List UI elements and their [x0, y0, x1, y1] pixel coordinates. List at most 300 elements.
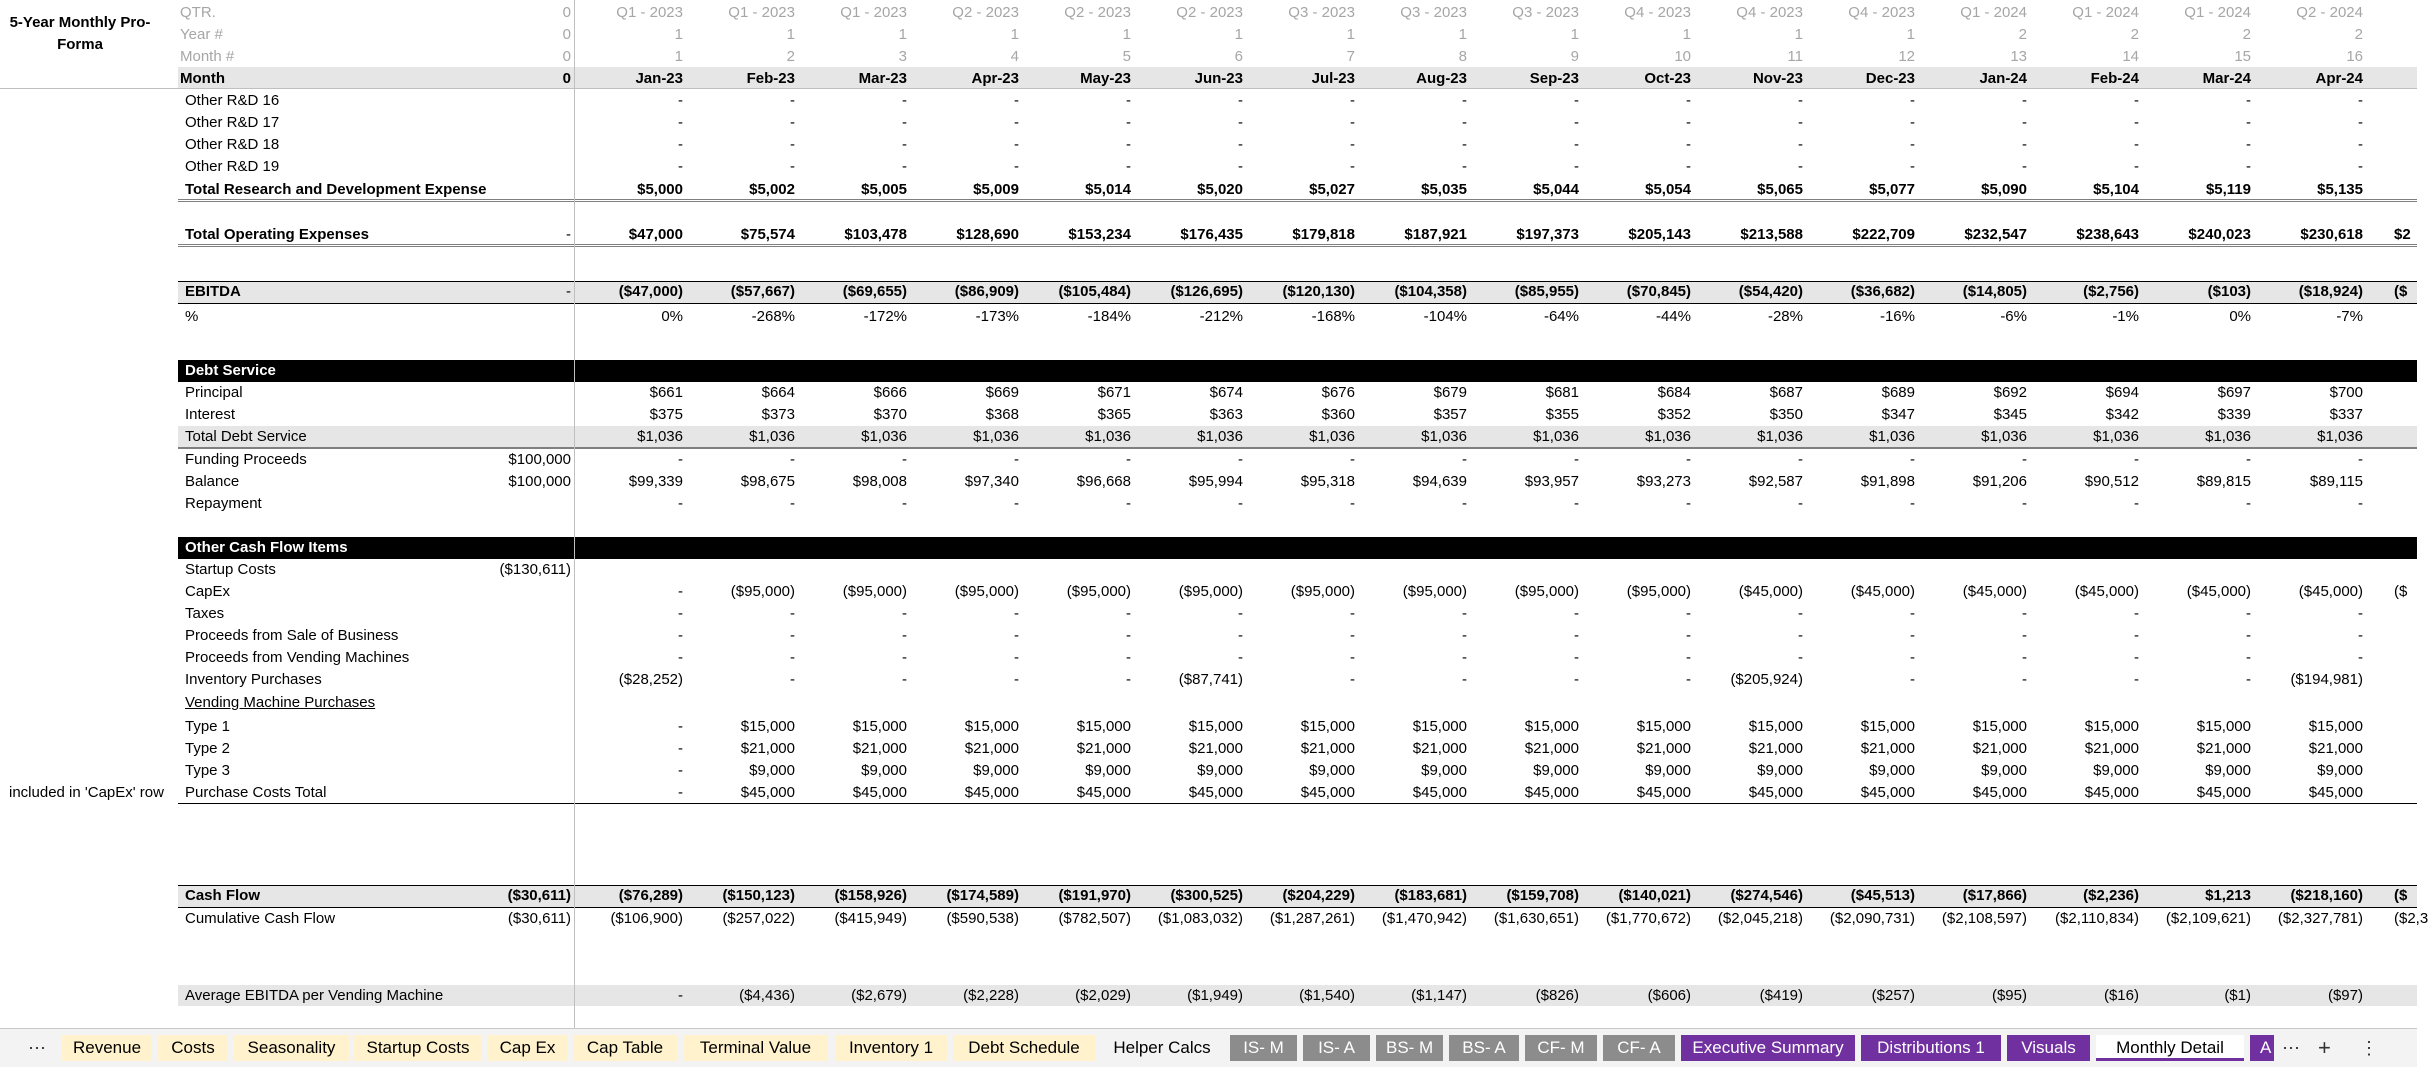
header-cell-month[interactable]: Apr-23 [971, 70, 1019, 87]
value-cell[interactable]: - [1574, 627, 1579, 644]
value-cell[interactable]: - [2246, 451, 2251, 468]
row-label[interactable]: Funding Proceeds [185, 451, 307, 468]
value-cell[interactable]: - [1686, 136, 1691, 153]
value-cell[interactable]: $363 [1209, 406, 1243, 423]
value-cell[interactable]: - [1798, 158, 1803, 175]
value-cell[interactable]: - [1686, 92, 1691, 109]
value-cell[interactable]: $21,000 [2084, 740, 2139, 757]
value-cell[interactable]: $15,000 [1412, 718, 1467, 735]
value-cell[interactable]: - [902, 158, 907, 175]
more-tabs-icon[interactable]: ⋯ [2282, 1038, 2300, 1058]
value-cell[interactable]: $5,035 [1421, 181, 1467, 198]
value-cell[interactable]: - [902, 451, 907, 468]
value-cell[interactable]: ($782,507) [1058, 910, 1131, 927]
value-cell[interactable]: ($36,682) [1850, 283, 1915, 300]
header-cell-month_num[interactable]: 6 [1234, 48, 1243, 65]
value-cell[interactable]: $45,000 [1076, 784, 1131, 801]
value-cell[interactable]: - [1574, 158, 1579, 175]
tab-is-a[interactable]: IS- A [1303, 1035, 1370, 1061]
value-cell[interactable]: - [902, 114, 907, 131]
value-cell[interactable]: $75,574 [740, 226, 795, 243]
header-cell-qtr[interactable]: Q2 - 2023 [952, 4, 1019, 21]
value-cell[interactable]: ($95) [1991, 987, 2027, 1004]
overflow-cell[interactable]: $2 [2394, 226, 2411, 243]
row-label[interactable]: Debt Service [185, 362, 276, 379]
value-cell[interactable]: -7% [2336, 308, 2363, 325]
tab-distributions-1[interactable]: Distributions 1 [1861, 1035, 2001, 1061]
value-cell[interactable]: $342 [2105, 406, 2139, 423]
header-cell-qtr[interactable]: Q3 - 2023 [1400, 4, 1467, 21]
value-cell[interactable]: ($95,000) [1514, 583, 1579, 600]
value-cell[interactable]: $98,675 [740, 473, 795, 490]
value-cell[interactable]: $1,036 [1757, 428, 1803, 445]
value-cell[interactable]: ($205,924) [1730, 671, 1803, 688]
value-cell[interactable]: $9,000 [1869, 762, 1915, 779]
header-cell-month_num[interactable]: 9 [1570, 48, 1579, 65]
header-cell-qtr[interactable]: Q4 - 2023 [1848, 4, 1915, 21]
value-cell[interactable]: - [678, 92, 683, 109]
value-cell[interactable]: $375 [649, 406, 683, 423]
value-cell[interactable]: $1,036 [973, 428, 1019, 445]
value-cell[interactable]: - [678, 718, 683, 735]
value-cell[interactable]: ($191,970) [1058, 887, 1131, 904]
row-label[interactable]: Other R&D 18 [185, 136, 280, 153]
value-cell[interactable]: ($103) [2207, 283, 2251, 300]
value-cell[interactable]: $661 [649, 384, 683, 401]
value-cell[interactable]: ($70,845) [1626, 283, 1691, 300]
tab-scroll-more-icon[interactable]: ⋯ [28, 1038, 46, 1058]
value-cell[interactable]: ($4,436) [739, 987, 795, 1004]
value-cell[interactable]: - [1126, 627, 1131, 644]
value-cell[interactable]: ($76,289) [618, 887, 683, 904]
value-cell[interactable]: - [678, 649, 683, 666]
value-cell[interactable]: - [2358, 92, 2363, 109]
value-cell[interactable]: - [1574, 495, 1579, 512]
value-cell[interactable]: -104% [1423, 308, 1467, 325]
value-cell[interactable]: $5,044 [1533, 181, 1579, 198]
row-label[interactable]: Vending Machine Purchases [185, 694, 376, 711]
value-cell[interactable]: - [790, 649, 795, 666]
value-cell[interactable]: -6% [2000, 308, 2027, 325]
header-cell-qtr[interactable]: Q1 - 2023 [616, 4, 683, 21]
value-cell[interactable]: ($95,000) [954, 583, 1019, 600]
header-cell-month_num[interactable]: 13 [2010, 48, 2027, 65]
row-col0-value[interactable]: ($30,611) [507, 910, 571, 927]
value-cell[interactable]: - [2246, 495, 2251, 512]
row-label[interactable]: Balance [185, 473, 240, 490]
value-cell[interactable]: - [1462, 495, 1467, 512]
value-cell[interactable]: $9,000 [1309, 762, 1355, 779]
header-cell-month[interactable]: Feb-24 [2090, 70, 2139, 87]
value-cell[interactable]: - [902, 605, 907, 622]
value-cell[interactable]: $1,036 [1645, 428, 1691, 445]
value-cell[interactable]: - [2134, 671, 2139, 688]
value-cell[interactable]: - [678, 987, 683, 1004]
value-cell[interactable]: - [678, 740, 683, 757]
add-sheet-icon[interactable]: + [2318, 1035, 2331, 1060]
header-cell-year[interactable]: 1 [1346, 26, 1355, 43]
value-cell[interactable]: - [678, 451, 683, 468]
value-cell[interactable]: - [1238, 649, 1243, 666]
value-cell[interactable]: - [2246, 649, 2251, 666]
value-cell[interactable]: - [1910, 136, 1915, 153]
header-cell-qtr[interactable]: Q1 - 2024 [1960, 4, 2027, 21]
value-cell[interactable]: - [1350, 92, 1355, 109]
value-cell[interactable]: ($590,538) [946, 910, 1019, 927]
value-cell[interactable]: - [1350, 671, 1355, 688]
value-cell[interactable]: ($95,000) [1178, 583, 1243, 600]
value-cell[interactable]: $365 [1097, 406, 1131, 423]
value-cell[interactable]: $679 [1433, 384, 1467, 401]
value-cell[interactable]: ($159,708) [1506, 887, 1579, 904]
value-cell[interactable]: $1,036 [1981, 428, 2027, 445]
value-cell[interactable]: ($274,546) [1730, 887, 1803, 904]
value-cell[interactable]: - [1798, 649, 1803, 666]
value-cell[interactable]: -1% [2112, 308, 2139, 325]
value-cell[interactable]: $21,000 [1076, 740, 1131, 757]
value-cell[interactable]: $357 [1433, 406, 1467, 423]
value-cell[interactable]: - [1686, 671, 1691, 688]
header-cell-year[interactable]: 1 [1234, 26, 1243, 43]
value-cell[interactable]: - [1126, 92, 1131, 109]
value-cell[interactable]: - [1574, 451, 1579, 468]
value-cell[interactable]: - [902, 136, 907, 153]
value-cell[interactable]: - [1238, 627, 1243, 644]
value-cell[interactable]: $92,587 [1748, 473, 1803, 490]
header-cell-qtr[interactable]: Q4 - 2023 [1624, 4, 1691, 21]
header-cell-month[interactable]: Jul-23 [1311, 70, 1355, 87]
value-cell[interactable]: - [2358, 136, 2363, 153]
value-cell[interactable]: - [1238, 605, 1243, 622]
header-cell-month[interactable]: Sep-23 [1529, 70, 1579, 87]
value-cell[interactable]: $9,000 [1757, 762, 1803, 779]
value-cell[interactable]: $9,000 [1197, 762, 1243, 779]
value-cell[interactable]: $21,000 [1412, 740, 1467, 757]
value-cell[interactable]: $222,709 [1852, 226, 1915, 243]
value-cell[interactable]: $45,000 [1636, 784, 1691, 801]
value-cell[interactable]: - [790, 92, 795, 109]
value-cell[interactable]: $15,000 [1748, 718, 1803, 735]
value-cell[interactable]: - [1350, 649, 1355, 666]
value-cell[interactable]: - [790, 671, 795, 688]
row-label[interactable]: Cumulative Cash Flow [185, 910, 336, 927]
row-label[interactable]: CapEx [185, 583, 231, 600]
value-cell[interactable]: $689 [1881, 384, 1915, 401]
value-cell[interactable]: - [1014, 627, 1019, 644]
value-cell[interactable]: $15,000 [2084, 718, 2139, 735]
value-cell[interactable]: - [1574, 136, 1579, 153]
value-cell[interactable]: - [1910, 627, 1915, 644]
value-cell[interactable]: - [2358, 158, 2363, 175]
value-cell[interactable]: $94,639 [1412, 473, 1467, 490]
value-cell[interactable]: - [2022, 627, 2027, 644]
value-cell[interactable]: - [2246, 671, 2251, 688]
tab-bs-a[interactable]: BS- A [1449, 1035, 1519, 1061]
value-cell[interactable]: - [1238, 92, 1243, 109]
value-cell[interactable]: ($2,029) [1075, 987, 1131, 1004]
value-cell[interactable]: - [1014, 158, 1019, 175]
value-cell[interactable]: ($45,000) [2186, 583, 2251, 600]
tab-cap-table[interactable]: Cap Table [573, 1035, 677, 1061]
tab-startup-costs[interactable]: Startup Costs [354, 1035, 482, 1061]
value-cell[interactable]: $15,000 [1300, 718, 1355, 735]
row-col0-value[interactable]: - [566, 283, 571, 300]
value-cell[interactable]: $697 [2217, 384, 2251, 401]
value-cell[interactable]: $345 [1993, 406, 2027, 423]
value-cell[interactable]: - [2022, 158, 2027, 175]
value-cell[interactable]: $1,036 [637, 428, 683, 445]
value-cell[interactable]: ($87,741) [1178, 671, 1243, 688]
value-cell[interactable]: - [1350, 605, 1355, 622]
value-cell[interactable]: - [1126, 114, 1131, 131]
value-cell[interactable]: - [2246, 158, 2251, 175]
header-cell-qtr[interactable]: Q1 - 2024 [2184, 4, 2251, 21]
header-cell-year[interactable]: 2 [2130, 26, 2139, 43]
value-cell[interactable]: $21,000 [1188, 740, 1243, 757]
header-cell-qtr[interactable]: Q1 - 2023 [728, 4, 795, 21]
value-cell[interactable]: ($69,655) [842, 283, 907, 300]
value-cell[interactable]: $15,000 [740, 718, 795, 735]
value-cell[interactable]: $45,000 [1188, 784, 1243, 801]
value-cell[interactable]: $694 [2105, 384, 2139, 401]
value-cell[interactable]: - [1798, 92, 1803, 109]
value-cell[interactable]: - [2134, 605, 2139, 622]
value-cell[interactable]: - [1686, 627, 1691, 644]
header-cell-month[interactable]: Mar-24 [2202, 70, 2251, 87]
value-cell[interactable]: - [902, 92, 907, 109]
value-cell[interactable]: $21,000 [740, 740, 795, 757]
value-cell[interactable]: $9,000 [2317, 762, 2363, 779]
value-cell[interactable]: - [2134, 627, 2139, 644]
value-cell[interactable]: $45,000 [2308, 784, 2363, 801]
header-cell-year[interactable]: 2 [2242, 26, 2251, 43]
value-cell[interactable]: ($183,681) [1394, 887, 1467, 904]
value-cell[interactable]: $197,373 [1516, 226, 1579, 243]
value-cell[interactable]: ($57,667) [730, 283, 795, 300]
value-cell[interactable]: - [1014, 92, 1019, 109]
tab-cf-a[interactable]: CF- A [1603, 1035, 1675, 1061]
value-cell[interactable]: $45,000 [1524, 784, 1579, 801]
value-cell[interactable]: - [1798, 495, 1803, 512]
value-cell[interactable]: ($257) [1871, 987, 1915, 1004]
value-cell[interactable]: $15,000 [1972, 718, 2027, 735]
value-cell[interactable]: $687 [1769, 384, 1803, 401]
value-cell[interactable]: $179,818 [1292, 226, 1355, 243]
value-cell[interactable]: ($45,513) [1850, 887, 1915, 904]
value-cell[interactable]: ($2,109,621) [2165, 910, 2251, 927]
row-label[interactable]: Total Research and Development Expense [185, 181, 487, 198]
tab-cap-ex[interactable]: Cap Ex [488, 1035, 567, 1061]
value-cell[interactable]: $676 [1321, 384, 1355, 401]
value-cell[interactable]: - [1350, 158, 1355, 175]
value-cell[interactable]: ($2,045,218) [1717, 910, 1803, 927]
header-cell-qtr[interactable]: Q3 - 2023 [1512, 4, 1579, 21]
value-cell[interactable]: ($158,926) [834, 887, 907, 904]
value-cell[interactable]: $15,000 [1636, 718, 1691, 735]
value-cell[interactable]: ($300,525) [1170, 887, 1243, 904]
value-cell[interactable]: - [1350, 495, 1355, 512]
value-cell[interactable]: $9,000 [1645, 762, 1691, 779]
row-label[interactable]: Total Operating Expenses [185, 226, 369, 243]
value-cell[interactable]: $95,994 [1188, 473, 1243, 490]
tab-visuals[interactable]: Visuals [2007, 1035, 2090, 1061]
value-cell[interactable]: - [1126, 649, 1131, 666]
row-label[interactable]: Purchase Costs Total [185, 784, 327, 801]
value-cell[interactable]: - [1686, 114, 1691, 131]
value-cell[interactable]: ($120,130) [1282, 283, 1355, 300]
value-cell[interactable]: - [2134, 92, 2139, 109]
value-cell[interactable]: - [1910, 495, 1915, 512]
value-cell[interactable]: - [1238, 136, 1243, 153]
value-cell[interactable]: - [678, 627, 683, 644]
value-cell[interactable]: $45,000 [2084, 784, 2139, 801]
header-cell-month_num[interactable]: 16 [2346, 48, 2363, 65]
value-cell[interactable]: ($16) [2103, 987, 2139, 1004]
value-cell[interactable]: - [1014, 671, 1019, 688]
value-cell[interactable]: $205,143 [1628, 226, 1691, 243]
value-cell[interactable]: $187,921 [1404, 226, 1467, 243]
value-cell[interactable]: - [2022, 136, 2027, 153]
value-cell[interactable]: - [2246, 136, 2251, 153]
value-cell[interactable]: $1,036 [1533, 428, 1579, 445]
row-label[interactable]: Total Debt Service [185, 428, 307, 445]
value-cell[interactable]: - [790, 627, 795, 644]
value-cell[interactable]: - [1350, 114, 1355, 131]
value-cell[interactable]: ($2,090,731) [1829, 910, 1915, 927]
value-cell[interactable]: $1,036 [1869, 428, 1915, 445]
value-cell[interactable]: ($14,805) [1962, 283, 2027, 300]
tab-is-m[interactable]: IS- M [1230, 1035, 1297, 1061]
value-cell[interactable]: ($1) [2224, 987, 2251, 1004]
value-cell[interactable]: ($95,000) [1402, 583, 1467, 600]
header-cell-year[interactable]: 2 [2354, 26, 2363, 43]
row-label[interactable]: % [185, 308, 199, 325]
value-cell[interactable]: - [2358, 114, 2363, 131]
value-cell[interactable]: $337 [2329, 406, 2363, 423]
value-cell[interactable]: $15,000 [852, 718, 907, 735]
value-cell[interactable]: $9,000 [1533, 762, 1579, 779]
value-cell[interactable]: - [678, 495, 683, 512]
value-cell[interactable]: $9,000 [2205, 762, 2251, 779]
header-cell-qtr[interactable]: Q3 - 2023 [1288, 4, 1355, 21]
value-cell[interactable]: $90,512 [2084, 473, 2139, 490]
value-cell[interactable]: $21,000 [1300, 740, 1355, 757]
value-cell[interactable]: ($174,589) [946, 887, 1019, 904]
header-cell-month_num[interactable]: 2 [786, 48, 795, 65]
value-cell[interactable]: $5,135 [2317, 181, 2363, 198]
row-label[interactable]: Other Cash Flow Items [185, 539, 348, 556]
value-cell[interactable]: - [1126, 451, 1131, 468]
value-cell[interactable]: ($28,252) [618, 671, 683, 688]
value-cell[interactable]: $373 [761, 406, 795, 423]
value-cell[interactable]: - [1798, 114, 1803, 131]
value-cell[interactable]: ($2,756) [2083, 283, 2139, 300]
value-cell[interactable]: - [1910, 114, 1915, 131]
value-cell[interactable]: - [1014, 649, 1019, 666]
value-cell[interactable]: $21,000 [1860, 740, 1915, 757]
value-cell[interactable]: - [2246, 627, 2251, 644]
row-label[interactable]: Type 3 [185, 762, 231, 779]
value-cell[interactable]: $93,273 [1636, 473, 1691, 490]
value-cell[interactable]: $21,000 [2196, 740, 2251, 757]
value-cell[interactable]: $91,898 [1860, 473, 1915, 490]
value-cell[interactable]: ($218,160) [2290, 887, 2363, 904]
value-cell[interactable]: $98,008 [852, 473, 907, 490]
value-cell[interactable]: ($1,147) [1411, 987, 1467, 1004]
value-cell[interactable]: $352 [1657, 406, 1691, 423]
header-cell-month_num[interactable]: 4 [1010, 48, 1019, 65]
header-col0-month_num[interactable]: 0 [562, 48, 571, 65]
value-cell[interactable]: - [2134, 158, 2139, 175]
value-cell[interactable]: $5,000 [637, 181, 683, 198]
value-cell[interactable]: ($2,236) [2083, 887, 2139, 904]
value-cell[interactable]: $45,000 [1412, 784, 1467, 801]
value-cell[interactable]: - [1126, 671, 1131, 688]
value-cell[interactable]: - [1686, 158, 1691, 175]
value-cell[interactable]: - [902, 495, 907, 512]
value-cell[interactable]: ($126,695) [1170, 283, 1243, 300]
value-cell[interactable]: - [1798, 627, 1803, 644]
value-cell[interactable]: ($97) [2327, 987, 2363, 1004]
value-cell[interactable]: $45,000 [852, 784, 907, 801]
value-cell[interactable]: - [1014, 114, 1019, 131]
value-cell[interactable]: -64% [1543, 308, 1579, 325]
value-cell[interactable]: - [902, 627, 907, 644]
value-cell[interactable]: - [2022, 495, 2027, 512]
header-cell-year[interactable]: 1 [674, 26, 683, 43]
value-cell[interactable]: $95,318 [1300, 473, 1355, 490]
value-cell[interactable]: -212% [1199, 308, 1243, 325]
value-cell[interactable]: ($95,000) [1626, 583, 1691, 600]
value-cell[interactable]: $91,206 [1972, 473, 2027, 490]
value-cell[interactable]: - [1910, 158, 1915, 175]
header-cell-qtr[interactable]: Q1 - 2023 [840, 4, 907, 21]
value-cell[interactable]: $5,054 [1645, 181, 1691, 198]
value-cell[interactable]: - [1798, 451, 1803, 468]
value-cell[interactable]: $669 [985, 384, 1019, 401]
value-cell[interactable]: 0% [661, 308, 683, 325]
value-cell[interactable]: $1,036 [861, 428, 907, 445]
value-cell[interactable]: $15,000 [1860, 718, 1915, 735]
value-cell[interactable]: -44% [1655, 308, 1691, 325]
header-cell-month_num[interactable]: 15 [2234, 48, 2251, 65]
row-label[interactable]: Other R&D 19 [185, 158, 280, 175]
overflow-cell[interactable]: ($ [2394, 283, 2408, 300]
tab-costs[interactable]: Costs [158, 1035, 228, 1061]
header-cell-month_num[interactable]: 5 [1122, 48, 1131, 65]
value-cell[interactable]: ($1,770,672) [1605, 910, 1691, 927]
header-cell-qtr[interactable]: Q2 - 2024 [2296, 4, 2363, 21]
value-cell[interactable]: $1,036 [2205, 428, 2251, 445]
value-cell[interactable]: $5,014 [1085, 181, 1131, 198]
value-cell[interactable]: - [2358, 649, 2363, 666]
value-cell[interactable]: - [1238, 451, 1243, 468]
value-cell[interactable]: - [2134, 495, 2139, 512]
value-cell[interactable]: $1,036 [2093, 428, 2139, 445]
header-cell-month[interactable]: Aug-23 [1416, 70, 1467, 87]
value-cell[interactable]: - [2022, 605, 2027, 622]
value-cell[interactable]: $350 [1769, 406, 1803, 423]
row-col0-value[interactable]: $100,000 [508, 451, 571, 468]
value-cell[interactable]: ($257,022) [722, 910, 795, 927]
value-cell[interactable]: $5,119 [2205, 181, 2251, 198]
value-cell[interactable]: - [678, 605, 683, 622]
value-cell[interactable]: $5,090 [1981, 181, 2027, 198]
value-cell[interactable]: - [1462, 627, 1467, 644]
tab-a[interactable]: A [2250, 1035, 2274, 1061]
value-cell[interactable]: - [678, 136, 683, 153]
header-cell-month_num[interactable]: 12 [1898, 48, 1915, 65]
